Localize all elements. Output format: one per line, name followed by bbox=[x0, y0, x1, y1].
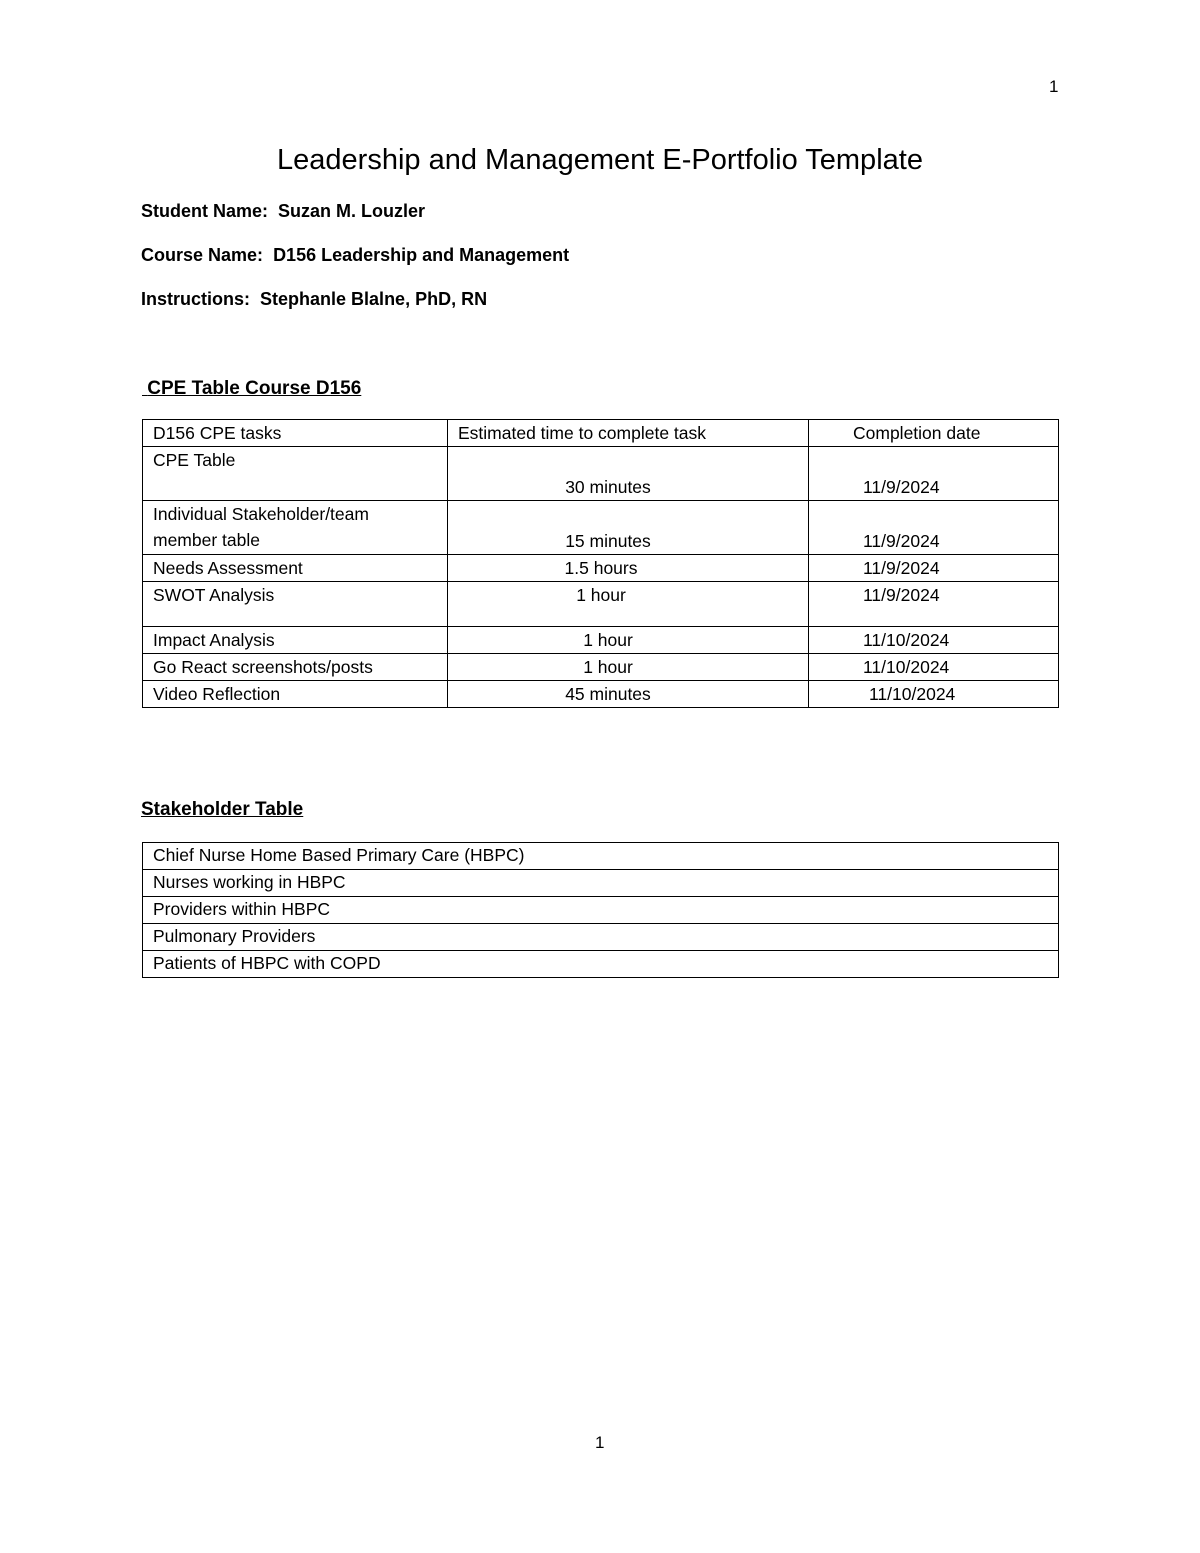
table-row bbox=[143, 582, 1059, 627]
table-row bbox=[143, 870, 1059, 897]
stakeholder-cell: Providers within HBPC bbox=[143, 897, 1059, 924]
task-cell: Go React screenshots/posts bbox=[143, 654, 448, 681]
time-cell: 1 hour bbox=[448, 582, 809, 627]
column-header-date: Completion date bbox=[809, 420, 1059, 447]
table-row bbox=[143, 555, 1059, 582]
footer-page-number: 1 bbox=[595, 1433, 605, 1452]
table-row bbox=[143, 843, 1059, 870]
time-cell: 15 minutes bbox=[448, 501, 809, 555]
time-cell: 30 minutes bbox=[448, 447, 809, 501]
task-cell: Individual Stakeholder/team member table bbox=[143, 501, 448, 555]
time-cell: 1.5 hours bbox=[448, 555, 809, 582]
student-name-value: Suzan M. Louzler bbox=[278, 201, 426, 221]
table-row bbox=[143, 447, 1059, 501]
table-row bbox=[143, 897, 1059, 924]
table-row bbox=[143, 951, 1059, 978]
time-cell: 1 hour bbox=[448, 654, 809, 681]
time-cell: 45 minutes bbox=[448, 681, 809, 708]
instructor-line bbox=[141, 289, 487, 310]
date-cell: 11/10/2024 bbox=[809, 627, 1059, 654]
table-row bbox=[143, 924, 1059, 951]
stakeholder-table bbox=[142, 842, 1059, 978]
instructor-value: Stephanle Blalne, PhD, RN bbox=[260, 289, 488, 309]
date-cell: 11/10/2024 bbox=[809, 681, 1059, 708]
stakeholder-cell: Nurses working in HBPC bbox=[143, 870, 1059, 897]
task-cell: Impact Analysis bbox=[143, 627, 448, 654]
task-cell: SWOT Analysis bbox=[143, 582, 448, 627]
task-cell: Video Reflection bbox=[143, 681, 448, 708]
table-header-row bbox=[143, 420, 1059, 447]
stakeholder-table-heading: Stakeholder Table bbox=[141, 799, 304, 820]
table-row bbox=[143, 681, 1059, 708]
student-name-label: Student Name: bbox=[141, 201, 269, 221]
header-page-number: 1 bbox=[1049, 77, 1059, 96]
course-name-value: D156 Leadership and Management bbox=[273, 245, 570, 265]
table-row bbox=[143, 654, 1059, 681]
cpe-table bbox=[142, 419, 1059, 708]
course-name-label: Course Name: bbox=[141, 245, 264, 265]
date-cell: 11/9/2024 bbox=[809, 582, 1059, 627]
cpe-table-heading: CPE Table Course D156 bbox=[147, 378, 362, 399]
time-cell: 1 hour bbox=[448, 627, 809, 654]
column-header-task: D156 CPE tasks bbox=[143, 420, 448, 447]
task-cell: CPE Table bbox=[143, 447, 448, 501]
task-cell: Needs Assessment bbox=[143, 555, 448, 582]
date-cell: 11/10/2024 bbox=[809, 654, 1059, 681]
column-header-time: Estimated time to complete task bbox=[448, 420, 809, 447]
stakeholder-cell: Pulmonary Providers bbox=[143, 924, 1059, 951]
date-cell: 11/9/2024 bbox=[809, 501, 1059, 555]
student-name-line bbox=[141, 201, 425, 222]
stakeholder-cell: Chief Nurse Home Based Primary Care (HBPC) bbox=[143, 843, 1059, 870]
table-row bbox=[143, 627, 1059, 654]
instructor-label: Instructions: bbox=[141, 289, 251, 309]
document-title: Leadership and Management E-Portfolio Template bbox=[277, 144, 923, 176]
stakeholder-cell: Patients of HBPC with COPD bbox=[143, 951, 1059, 978]
course-name-line bbox=[141, 245, 569, 266]
table-row bbox=[143, 501, 1059, 555]
date-cell: 11/9/2024 bbox=[809, 447, 1059, 501]
date-cell: 11/9/2024 bbox=[809, 555, 1059, 582]
